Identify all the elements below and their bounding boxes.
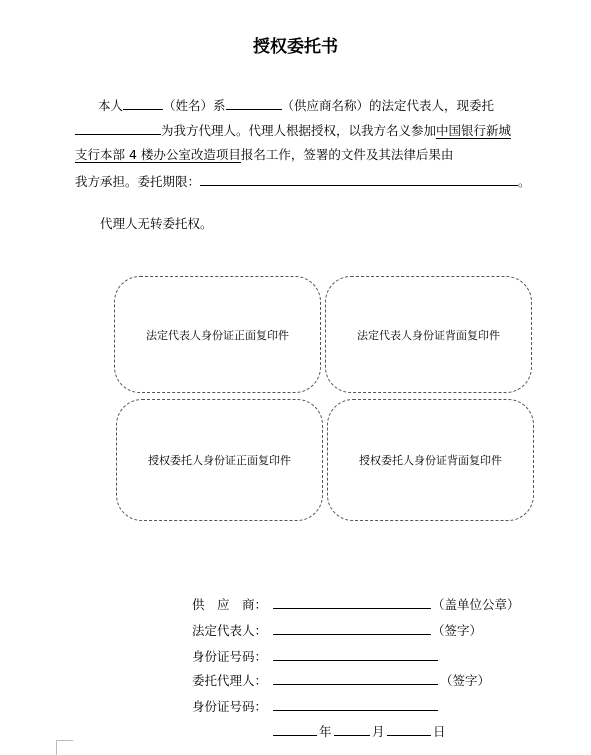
id-box-legal-back [325,276,532,393]
id-box-label: 授权委托人身份证正面复印件 [148,454,291,467]
supplier-label: 供 应 商： [192,597,268,612]
legal-rep-label: 法定代表人： [192,623,268,638]
paragraph-line-3 [75,147,453,163]
agent-name-blank[interactable] [75,121,161,135]
agent-line[interactable] [273,684,438,685]
text-period: 。 [518,174,531,189]
agent-sign-note: （签字） [440,673,491,688]
id-number-line-2[interactable] [273,710,438,711]
text-legal-clause: 报名工作，签署的文件及其法律后果由 [240,147,454,162]
legal-rep-sign-note: （签字） [432,623,483,638]
paragraph-line-1 [98,96,494,114]
supplier-seal-note: （盖单位公章） [432,597,520,612]
id-box-label: 法定代表人身份证正面复印件 [146,328,289,342]
id-box-legal-front [114,276,321,393]
project-name: 支行本部 4 楼办公室改造项目 [75,147,241,162]
document-title: 授权委托书 [253,37,338,57]
name-blank[interactable] [123,96,163,110]
year-label: 年 [319,724,332,739]
paragraph-line-4 [75,172,531,190]
agent-label: 委托代理人： [192,673,268,688]
id-number-label-2: 身份证号码： [192,699,268,714]
day-label: 日 [433,724,446,739]
text-supplier-label: （供应商名称）的法定代表人，现委托 [281,98,495,113]
id-box-label: 授权委托人身份证背面复印件 [359,454,502,467]
month-label: 月 [372,724,385,739]
supplier-name-blank[interactable] [226,96,282,110]
id-box-label: 法定代表人身份证背面复印件 [357,328,500,342]
supplier-line[interactable] [273,608,431,609]
no-transfer-statement: 代理人无转委托权。 [100,216,213,231]
legal-rep-line[interactable] [273,634,431,635]
text-term-label: 我方承担。委托期限： [75,174,201,189]
month-line[interactable] [334,735,370,736]
id-number-line-1[interactable] [273,660,438,661]
text-agent-clause: 为我方代理人。代理人根据授权，以我方名义参加 [161,123,437,138]
day-line[interactable] [387,735,431,736]
term-blank[interactable] [200,172,518,186]
text-ben-ren: 本人 [98,98,124,113]
year-line[interactable] [273,735,317,736]
id-box-agent-front [116,399,323,521]
project-bank-name: 中国银行新城 [436,123,512,138]
text-name-label: （姓名）系 [163,98,226,113]
page-corner-mark [56,740,73,755]
id-number-label-1: 身份证号码： [192,649,268,664]
paragraph-line-2 [75,121,511,139]
id-box-agent-back [327,399,534,521]
